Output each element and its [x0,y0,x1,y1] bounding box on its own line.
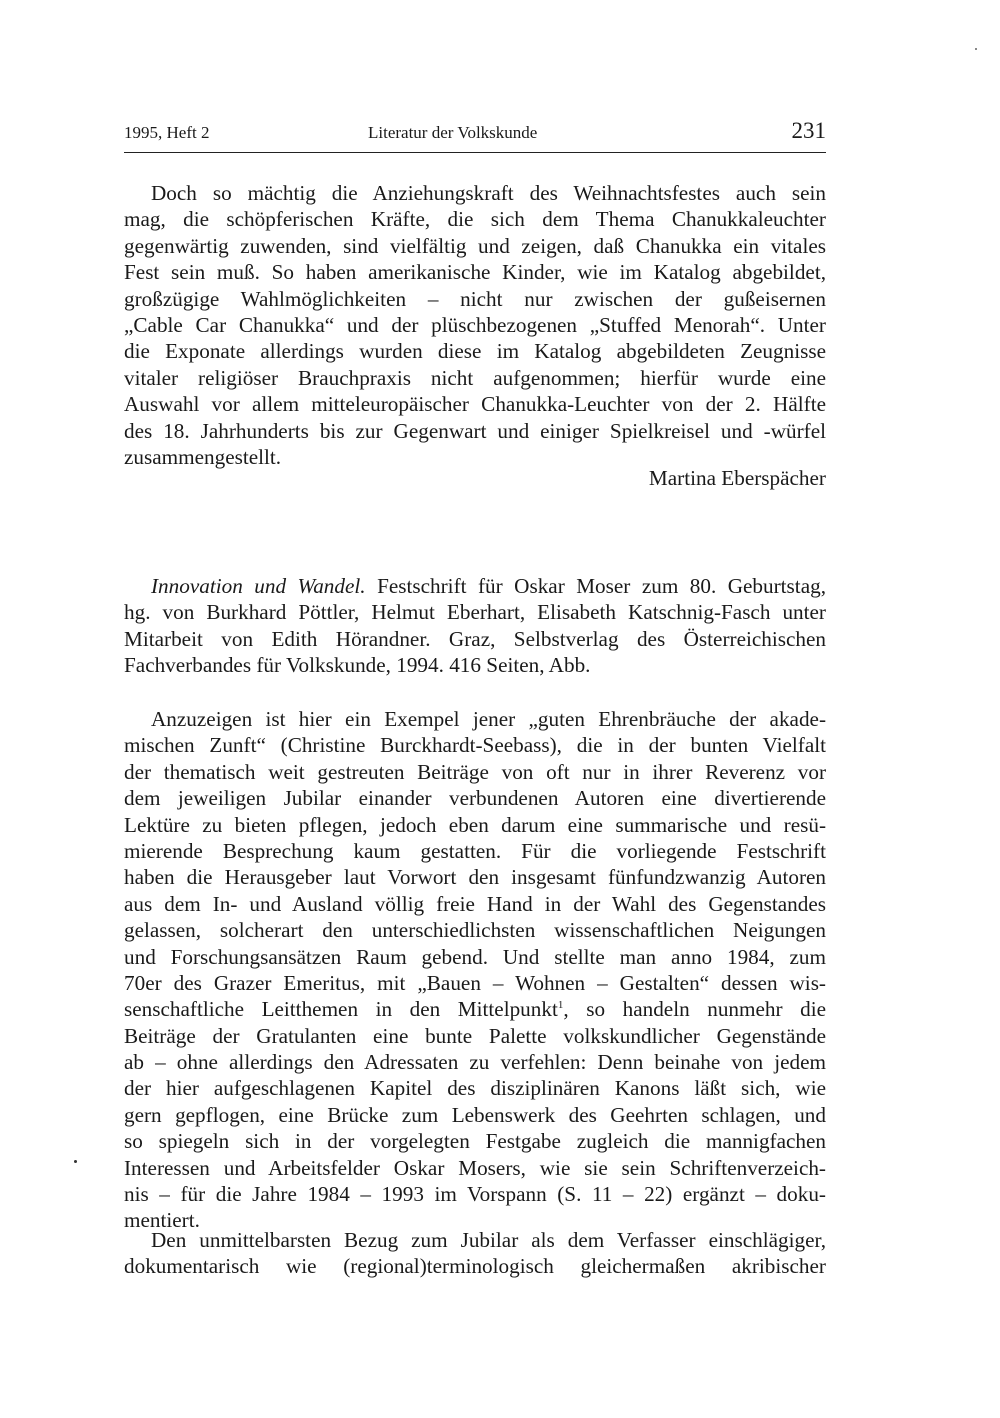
text-line: haben die Herausgeber laut Vorwort den insgesamt fünfundzwanzig Autoren [124,865,826,890]
text-line: mag, die schöpferischen Kräfte, die sich dem Thema Chanukkaleuchter [124,207,826,232]
text-line: dem jeweiligen Jubilar einander verbundenen Autoren eine divertierende [124,786,826,811]
review-1-paragraph [124,180,826,470]
text-line: aus dem In- und Ausland völlig freie Hand in der Wahl des Gegenstandes [124,891,826,916]
scan-speck [74,1160,77,1163]
scan-mark [975,48,977,50]
text-line: Fest sein muß. So haben amerikanische Kinder, wie im Katalog abgebildet, [124,260,826,285]
text-line: vitaler religiöser Brauchpraxis nicht aufgenommen; hierfür wurde eine [124,365,826,390]
text-line: Beiträge der Gratulanten eine bunte Palette volkskundlicher Gegenstände [124,1023,826,1048]
citation-line: Mitarbeit von Edith Hörandner. Graz, Selbstverlag des Österreichischen [124,626,826,651]
text-line: gelassen, solcherart den unterschiedlichsten wissenschaftlichen Neigungen [124,918,826,943]
citation-line: Fachverbandes für Volkskunde, 1994. 416 Seiten, Abb. [124,653,591,678]
text-fragment: senschaftliche Leitthemen in den Mittelpunkt [124,997,558,1022]
text-line: so spiegeln sich in der vorgelegten Festgabe zugleich die mannigfachen [124,1129,826,1154]
text-line: dokumentarisch wie (regional)terminologisch gleichermaßen akribischer [124,1254,826,1279]
text-line: „Cable Car Chanukka“ und der plüschbezogenen „Stuffed Menorah“. Unter [124,312,826,337]
text-line: großzügige Wahlmöglichkeiten – nicht nur zwischen der gußeisernen [124,286,826,311]
citation-line [124,573,826,599]
citation-text: Festschrift für Oskar Moser zum 80. Geburtstag, [365,574,826,598]
text-line: mierende Besprechung kaum gestatten. Für die vorliegende Festschrift [124,838,826,863]
page-number: 231 [791,118,826,143]
text-line: mentiert. [124,1208,200,1233]
text-line: Den unmittelbarsten Bezug zum Jubilar als dem Verfasser einschlägiger, [151,1228,826,1252]
text-line: ab – ohne allerdings den Adressaten zu verfehlen: Denn beinahe von jedem [124,1050,826,1075]
text-line: gern gepflogen, eine Brücke zum Lebenswerk des Geehrten schlagen, und [124,1102,826,1127]
review-2-citation [124,573,826,679]
review-1-author: Martina Eberspächer [648,466,826,490]
book-title: Innovation und Wandel. [151,574,366,598]
text-fragment: , so handeln nunmehr die [563,997,826,1022]
text-line: 70er des Grazer Emeritus, mit „Bauen – Wohnen – Gestalten“ dessen wis- [124,970,826,995]
text-line: nis – für die Jahre 1984 – 1993 im Vorspann (S. 11 – 22) ergänzt – doku- [124,1182,826,1207]
text-line: des 18. Jahrhunderts bis zur Gegenwart und einiger Spielkreisel und -würfel [124,418,826,443]
review-2-paragraph-1 [124,706,826,1234]
text-line: Interessen und Arbeitsfelder Oskar Mosers, wie sie sein Schriftenverzeich- [124,1155,826,1180]
review-2-paragraph-2 [124,1227,826,1280]
running-header [124,118,826,146]
text-line: Lektüre zu bieten pflegen, jedoch eben darum eine summarische und resü- [124,812,826,837]
text-line-with-footnote [124,996,826,1022]
journal-section-title: Literatur der Volkskunde [368,123,538,142]
text-line: die Exponate allerdings wurden diese im Katalog abgebildeten Zeugnisse [124,339,826,364]
citation-line: hg. von Burkhard Pöttler, Helmut Eberhart, Elisabeth Katschnig-Fasch unter [124,600,826,625]
text-line: Anzuzeigen ist hier ein Exempel jener „guten Ehrenbräuche der akade- [151,707,826,731]
header-rule [124,152,826,153]
text-line: der hier aufgeschlagenen Kapitel des disziplinären Kanons läßt sich, wie [124,1076,826,1101]
text-line: Auswahl vor allem mitteleuropäischer Chanukka-Leuchter von der 2. Hälfte [124,392,826,417]
footnote-marker[interactable]: 1 [557,999,564,1012]
text-line: und Forschungsansätzen Raum gebend. Und stellte man anno 1984, zum [124,944,826,969]
text-line: zusammengestellt. [124,444,282,469]
text-line: gegenwärtig zuwenden, sind vielfältig und zeigen, daß Chanukka ein vitales [124,233,826,258]
text-line: Doch so mächtig die Anziehungskraft des Weihnachtsfestes auch sein [151,181,826,205]
journal-issue: 1995, Heft 2 [124,123,210,142]
text-line: der thematisch weit gestreuten Beiträge von oft nur in ihrer Reverenz vor [124,759,826,784]
text-line: mischen Zunft“ (Christine Burckhardt-Seebass), die in der bunten Vielfalt [124,733,826,758]
